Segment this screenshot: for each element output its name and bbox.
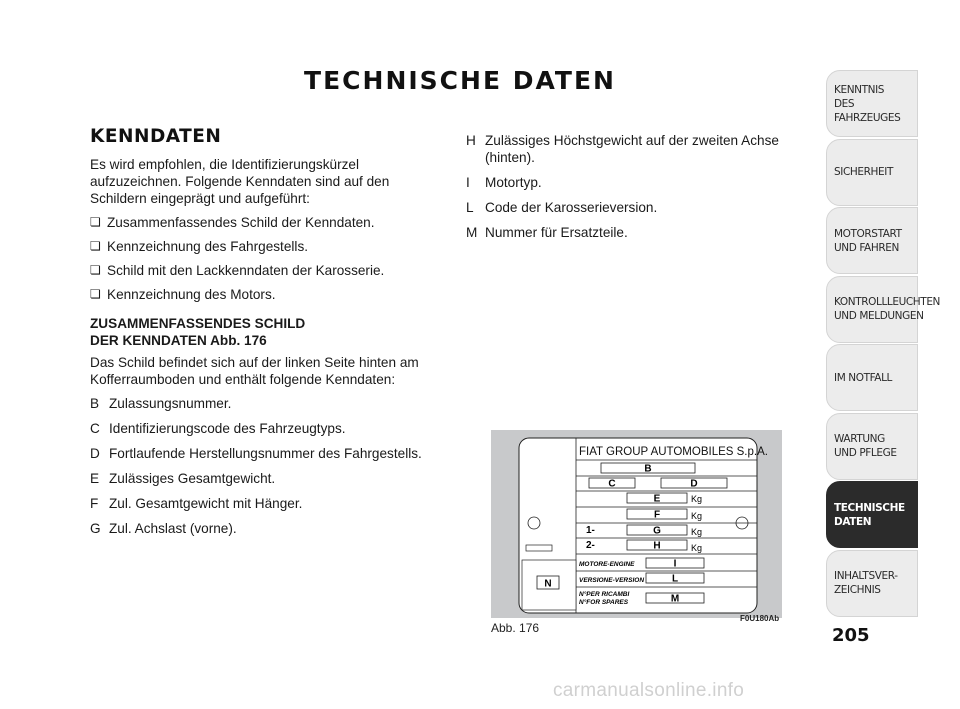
field-C: C [608,478,616,490]
tab-wartung[interactable] [826,413,918,480]
tab-im-notfall[interactable] [826,344,918,411]
tab-label: UND FAHREN [834,241,899,254]
tab-motorstart[interactable] [826,207,918,274]
subheading [90,315,440,349]
item-text: Identifizierungscode des Fahrzeugtyps. [109,421,346,436]
item-text: Fortlaufende Herstellungsnummer des Fahrgestells. [109,446,422,461]
list-item [466,224,796,241]
tab-label: DES FAHRZEUGES [834,97,901,124]
tab-label: MOTORSTART [834,227,902,240]
item-code: D [90,446,100,461]
tab-kenntnis[interactable] [826,70,918,137]
plate-title: FIAT GROUP AUTOMOBILES S.p.A. [579,446,768,458]
tab-inhaltsverzeichnis[interactable] [826,550,918,617]
item-code: G [90,521,101,536]
page-number: 205 [832,625,870,646]
checkbox-bullet-icon: ❏ [90,239,101,253]
list-item [90,420,440,437]
field-F: F [653,509,661,521]
spares-label-line2: N°FOR SPARES [579,599,629,606]
tab-label: UND PFLEGE [834,447,897,459]
chapter-sidebar [826,70,941,618]
checkbox-bullet-icon: ❏ [90,263,101,277]
list-item [90,495,440,512]
item-text: Zul. Gesamtgewicht mit Hänger. [109,496,303,511]
mounting-hole-left [528,517,540,529]
field-I: I [673,558,677,570]
item-code: E [90,471,100,486]
intro-text: Es wird empfohlen, die Identifizierungskürzel aufzuzeichnen. Folgende Kenndaten sind auf den Schildern eingeprägt und aufgeführt: [90,157,390,206]
item-text: Motortyp. [485,175,542,190]
unit-kg: Kg [691,527,703,537]
axle-1-label: 1- [586,525,595,536]
plate-description: Das Schild befindet sich auf der linken Seite hinten am Kofferraumboden und enthält folgende Kenndaten: [90,355,419,387]
bullet-text: Kennzeichnung des Fahrgestells. [107,239,309,254]
plate-diagram [491,430,782,618]
small-slot [526,545,552,551]
tab-sicherheit[interactable] [826,139,918,206]
bullet-text: Schild mit den Lackkenndaten der Karosserie. [107,263,385,278]
bullet-text: Kennzeichnung des Motors. [107,287,276,302]
item-code: B [90,396,100,411]
field-E: E [653,493,661,505]
version-label: VERSIONE-VERSION [579,577,645,584]
tab-label: KENNTNIS [834,83,885,96]
item-code: H [466,133,476,148]
item-text: Zul. Achslast (vorne). [109,521,237,536]
list-item [90,470,440,487]
tab-label: INHALTSVER- [834,570,898,582]
list-item [466,174,796,191]
list-item [466,199,796,216]
item-text: Nummer für Ersatzteile. [485,225,628,240]
field-M: M [670,593,680,605]
tab-technische-daten[interactable] [826,481,918,548]
item-text: Zulässiges Höchstgewicht auf der zweiten Achse (hinten). [485,133,779,165]
item-code: M [466,225,478,240]
tab-label: ZEICHNIS [834,584,881,596]
list-item [466,132,796,166]
bullet-item [90,238,440,255]
subheading-line: ZUSAMMENFASSENDES SCHILD [90,316,306,331]
tab-label: WARTUNG [834,433,885,445]
tab-label: SICHERHEIT [834,166,893,178]
field-L: L [671,573,679,585]
field-B: B [644,463,652,475]
field-H: H [653,540,661,552]
figure-code: F0U180Ab [740,614,780,623]
watermark: carmanualsonline.info [553,680,745,701]
tab-label: UND MELDUNGEN [834,310,924,322]
item-text: Zulässiges Gesamtgewicht. [109,471,276,486]
tab-kontrollleuchten[interactable] [826,276,941,343]
field-D: D [690,478,698,490]
subheading-line: DER KENNDATEN Abb. 176 [90,333,267,348]
checkbox-bullet-icon: ❏ [90,287,101,301]
unit-kg: Kg [691,543,703,553]
item-text: Zulassungsnummer. [109,396,232,411]
bullet-item [90,286,440,303]
unit-kg: Kg [691,494,703,504]
list-item [90,395,440,412]
field-G: G [653,525,661,537]
list-item [90,445,440,462]
label-N: N [544,578,552,590]
axle-2-label: 2- [586,540,595,551]
tab-label: TECHNISCHE [834,501,905,514]
engine-label: MOTORE-ENGINE [579,561,635,568]
checkbox-bullet-icon: ❏ [90,215,101,229]
item-code: C [90,421,100,436]
unit-kg: Kg [691,511,703,521]
left-column [90,128,440,545]
right-column [466,132,796,249]
tab-label: IM NOTFALL [834,371,892,384]
item-code: L [466,200,474,215]
figure-plate-illustration [491,430,782,618]
section-heading: KENNDATEN [90,126,222,147]
item-code: F [90,496,99,511]
list-item [90,520,440,537]
figure-caption: Abb. 176 [491,621,540,635]
spares-label-line1: N°PER RICAMBI [579,591,630,598]
bullet-text: Zusammenfassendes Schild der Kenndaten. [107,215,375,230]
tab-label: DATEN [834,515,872,528]
item-code: I [466,175,470,190]
page-title: TECHNISCHE DATEN [304,66,616,95]
bullet-item [90,214,440,231]
item-text: Code der Karosserieversion. [485,200,658,215]
tab-label: KONTROLLLEUCHTEN [834,296,941,308]
bullet-item [90,262,440,279]
